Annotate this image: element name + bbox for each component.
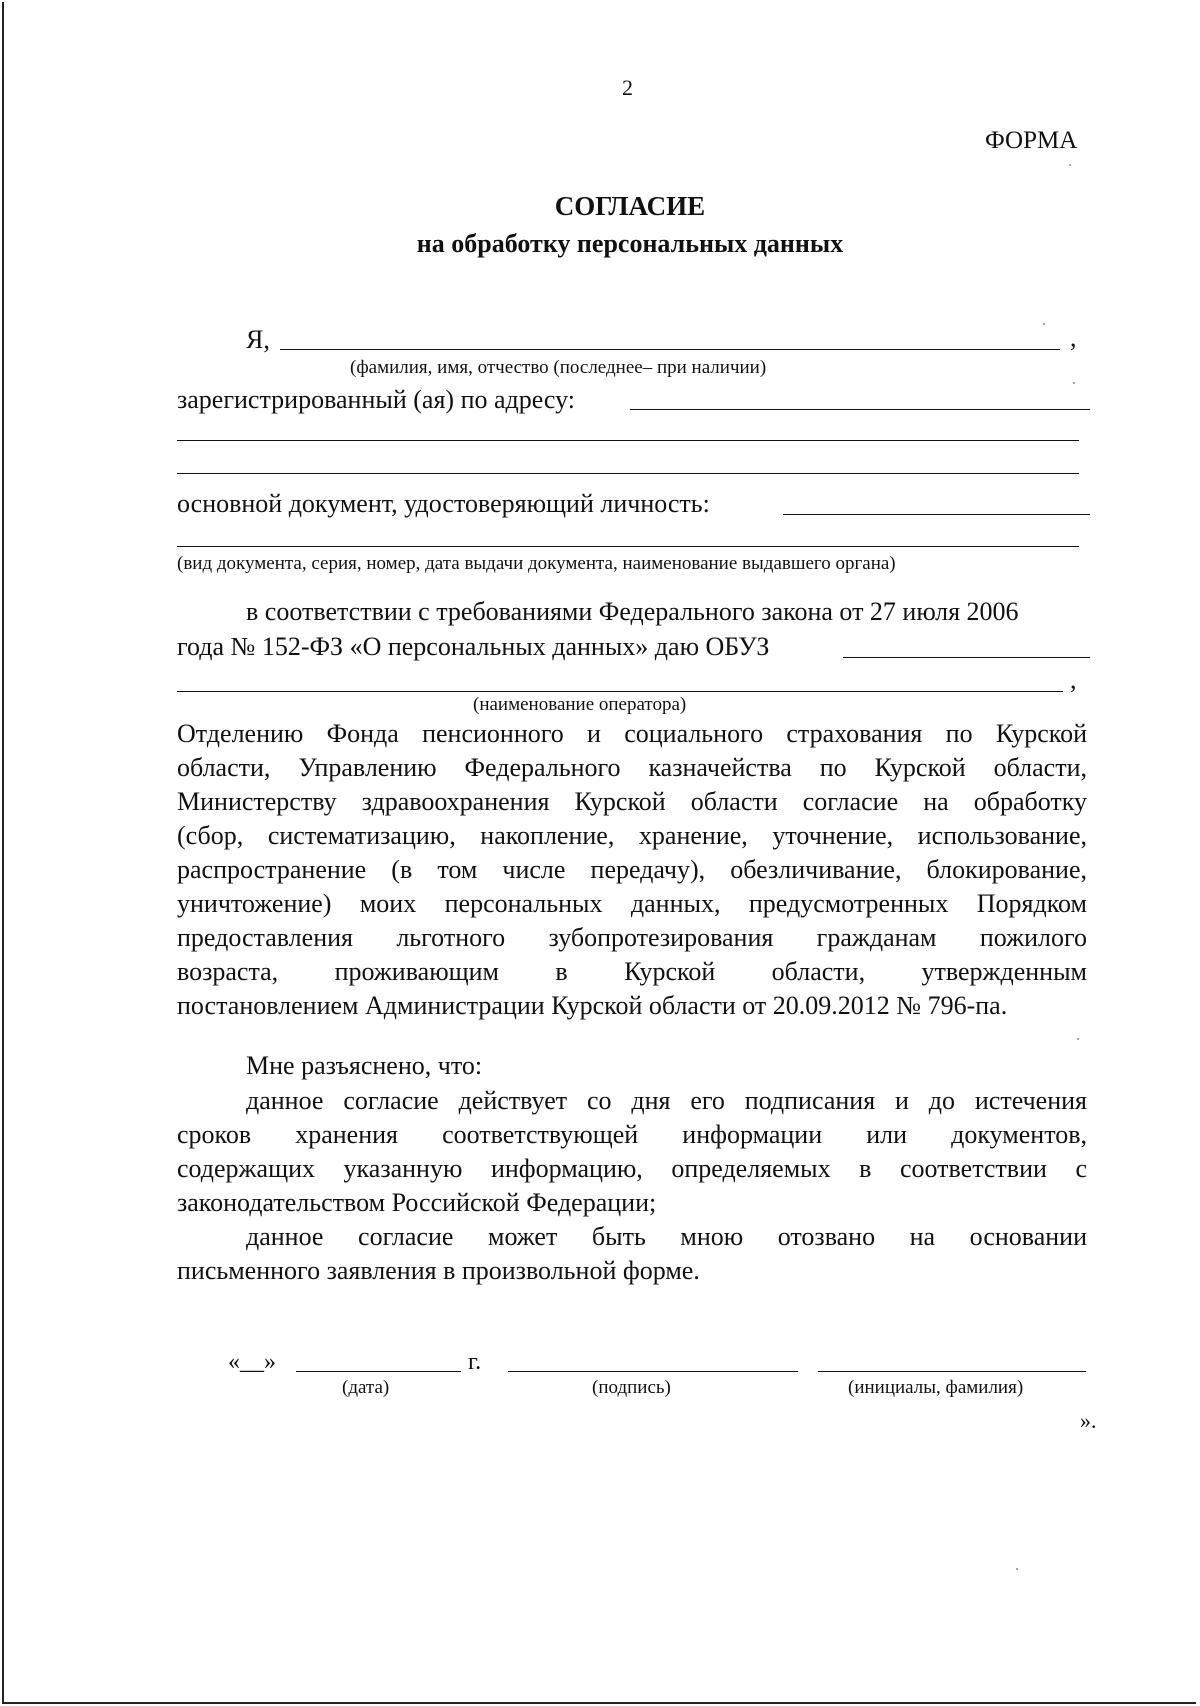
consent-line: предоставления льготного зубопротезирования гражданам пожилого (177, 923, 1087, 952)
scan-speck (1016, 1568, 1018, 1570)
explained-line: данное согласие действует со дня его подписания и до истечения (246, 1086, 1087, 1115)
operator-comma: , (1070, 665, 1077, 694)
consent-line: постановлением Администрации Курской области от 20.09.2012 № 796-па. (177, 991, 1008, 1020)
consent-line: Отделению Фонда пенсионного и социального страхования по Курской (177, 719, 1087, 748)
date-day-field[interactable]: «__» (228, 1349, 276, 1375)
consent-line: уничтожение) моих персональных данных, предусмотренных Порядком (177, 889, 1087, 918)
ya-label: Я, (246, 325, 270, 354)
address-line-2[interactable] (177, 440, 1079, 441)
address-line-1[interactable] (630, 409, 1090, 410)
law-line-2: года № 152-ФЗ «О персональных данных» даю ОБУЗ (177, 632, 770, 661)
date-line[interactable] (296, 1371, 461, 1372)
doc-caption: (вид документа, серия, номер, дата выдачи документа, наименование выдавшего органа) (177, 553, 896, 574)
year-suffix: г. (468, 1349, 482, 1375)
consent-line: возраста, проживающим в Курской области, утвержденным (177, 957, 1087, 986)
explained-line: письменного заявления в произвольной форме. (177, 1256, 700, 1285)
signature-caption: (подпись) (592, 1377, 671, 1398)
document-subtitle: на обработку персональных данных (416, 229, 844, 258)
fio-comma: , (1070, 323, 1077, 352)
explained-intro: Мне разъяснено, что: (246, 1051, 483, 1080)
consent-line: Министерству здравоохранения Курской области согласие на обработку (177, 787, 1087, 816)
signature-line[interactable] (508, 1371, 798, 1372)
page-number: 2 (622, 75, 633, 100)
fio-caption: (фамилия, имя, отчество (последнее– при наличии) (350, 357, 767, 378)
name-caption: (инициалы, фамилия) (848, 1377, 1024, 1398)
doc-label: основной документ, удостоверяющий личность: (177, 489, 710, 518)
doc-line-1[interactable] (783, 514, 1090, 515)
operator-caption: (наименование оператора) (473, 694, 687, 715)
address-label: зарегистрированный (ая) по адресу: (177, 385, 576, 414)
doc-line-2[interactable] (177, 546, 1079, 547)
explained-line: данное согласие может быть мною отозвано на основании (246, 1222, 1087, 1251)
consent-line: распространение (в том числе передачу), обезличивание, блокирование, (177, 855, 1087, 884)
explained-line: содержащих указанную информацию, определяемых в соответствии с (177, 1154, 1087, 1183)
explained-line: сроков хранения соответствующей информации или документов, (177, 1120, 1087, 1149)
explained-line: законодательством Российской Федерации; (177, 1188, 657, 1217)
name-line[interactable] (818, 1371, 1086, 1372)
address-line-3[interactable] (177, 473, 1079, 474)
date-caption: (дата) (342, 1377, 390, 1398)
scan-speck (1073, 382, 1075, 384)
scan-speck (1069, 164, 1071, 166)
document-title: СОГЛАСИЕ (554, 191, 706, 221)
consent-line: (сбор, систематизацию, накопление, хранение, уточнение, использование, (177, 821, 1087, 850)
scan-speck (1043, 323, 1045, 325)
fio-line[interactable] (280, 349, 1060, 350)
operator-line-2[interactable] (177, 691, 1063, 692)
closing-mark: ». (1080, 1408, 1097, 1433)
form-label: ФОРМА (985, 127, 1078, 154)
law-line-1: в соответствии с требованиями Федерального закона от 27 июля 2006 (246, 597, 1019, 626)
consent-line: области, Управлению Федерального казначейства по Курской области, (177, 753, 1087, 782)
scan-speck (1077, 1038, 1079, 1040)
operator-line-1[interactable] (843, 657, 1090, 658)
